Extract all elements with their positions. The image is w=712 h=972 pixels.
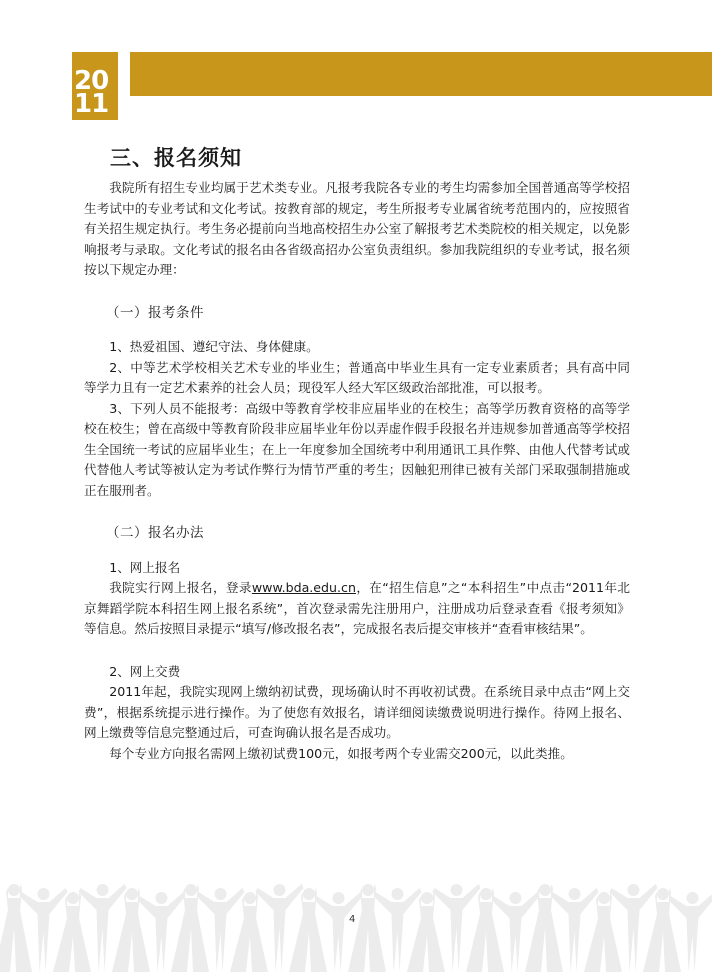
year-bottom: 11 — [74, 89, 109, 119]
condition-item-2: 2、中等艺术学校相关艺术专业的毕业生；普通高中毕业生具有一定专业素质者；具有高中同等学力且有一定艺术素养的社会人员；现役军人经大军区级政治部批准，可以报考。 — [84, 359, 630, 395]
online-payment-paragraph-2: 每个专业方向报名需网上缴初试费100元，如报考两个专业需交200元，以此类推。 — [109, 745, 573, 761]
online-signup-paragraph — [84, 578, 630, 640]
online-payment-paragraph-1: 2011年起，我院实现网上缴纳初试费，现场确认时不再收初试费。在系统目录中点击“网上交费”，根据系统提示进行操作。为了使您有效报名，请详细阅读缴费说明进行操作。待网上报名、网上缴费等信息完整通过后，可查询确认报名是否成功。 — [84, 684, 630, 740]
document-body — [84, 178, 630, 764]
intro-paragraph: 我院所有招生专业均属于艺术类专业。凡报考我院各专业的考生均需参加全国普通高等学校招生考试中的专业考试和文化考试。按教育部的规定，考生所报考专业属省统考范围内的，应按照省有关招生规定执行。考生务必提前向当地高校招生办公室了解报考艺术类院校的相关规定，以免影响报考与录取。文化考试的报名由各省级高招办公室负责组织。参加我院组织的专业考试，报名须按以下规定办理： — [84, 180, 630, 277]
dancer-silhouette — [407, 892, 445, 972]
online-signup-text-after: ，在“招生信息”之“本科招生”中点击“2011年北京舞蹈学院本科招生网上报名系统”，首次登录需先注册用户，注册成功后登录查看《报考须知》等信息。然后按照目录提示“填写/修改报名表”，完成报名表后提交审核并“查看审核结果”。 — [84, 580, 630, 636]
year-badge — [72, 52, 118, 120]
conditions-heading: （一）报考条件 — [106, 304, 204, 321]
header-bar — [130, 52, 712, 96]
dancer-silhouette — [584, 892, 622, 972]
online-payment-title: 2、网上交费 — [109, 663, 181, 679]
condition-item-3: 3、下列人员不能报考：高级中等教育学校非应届毕业的在校生；高等学历教育资格的高等学校在校生；曾在高级中等教育阶段非应届毕业年份以弄虚作假手段报名并违规参加普通高等学校招生全国统一考试的应届毕业生；在上一年度参加全国统考中利用通讯工具作弊、由他人代替考试或代替他人考试等被认定为考试作弊行为情节严重的考生；因触犯刑律已被有关部门采取强制措施或正在服刑者。 — [84, 400, 630, 498]
page-number: 4 — [349, 914, 356, 925]
online-signup-text-before: 我院实行网上报名，登录 — [109, 580, 252, 595]
year-top: 20 — [74, 66, 109, 96]
methods-heading: （二）报名办法 — [106, 525, 204, 541]
condition-item-1: 1、热爱祖国、遵纪守法、身体健康。 — [109, 339, 319, 354]
dancer-silhouette — [53, 892, 91, 972]
dancer-silhouettes-decoration — [0, 860, 712, 972]
dancer-silhouette — [230, 892, 268, 972]
section-title: 三、报名须知 — [110, 146, 242, 170]
online-signup-title: 1、网上报名 — [109, 559, 181, 575]
website-link[interactable]: www.bda.edu.cn — [251, 580, 356, 595]
